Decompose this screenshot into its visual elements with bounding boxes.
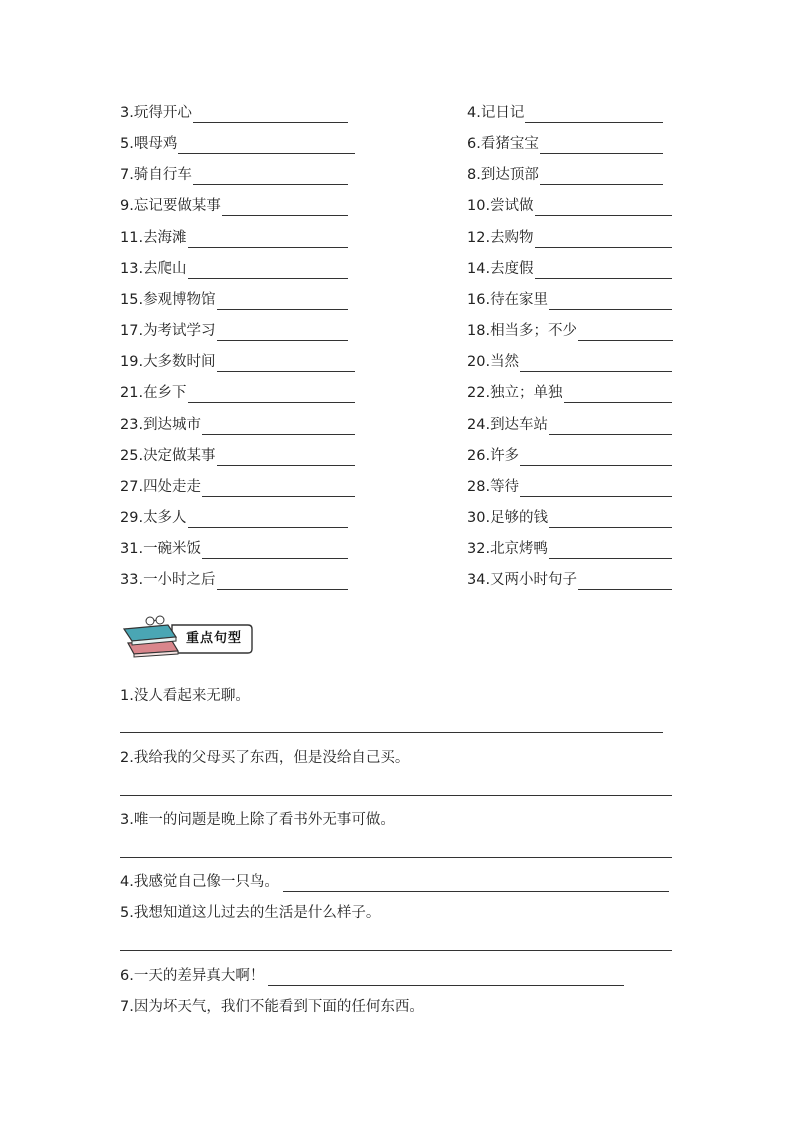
answer-blank[interactable] xyxy=(540,169,663,185)
phrase-item xyxy=(120,132,355,154)
answer-blank[interactable] xyxy=(178,138,355,154)
key-sentence xyxy=(120,872,669,892)
phrase-text: 4. xyxy=(467,105,481,121)
answer-line[interactable] xyxy=(120,950,672,951)
sentence-number: 6. xyxy=(120,968,134,984)
phrase-text: 31. xyxy=(120,541,144,558)
answer-blank[interactable] xyxy=(283,876,669,892)
phrase-text: 10. xyxy=(467,198,491,215)
phrase-item xyxy=(120,413,355,435)
phrase-text: 20. xyxy=(467,354,491,371)
answer-blank[interactable] xyxy=(193,169,348,185)
phrase-chinese: 在乡下 xyxy=(143,385,187,402)
phrase-item xyxy=(467,381,672,403)
phrase-text: 15. xyxy=(120,291,144,308)
phrase-chinese: 等待 xyxy=(490,478,520,495)
phrase-chinese: 一小时之后 xyxy=(143,572,216,589)
phrase-chinese: 到达车站 xyxy=(490,416,549,433)
phrase-chinese: 去购物 xyxy=(490,229,534,246)
answer-blank[interactable] xyxy=(202,419,355,435)
phrase-chinese: 去度假 xyxy=(490,260,534,277)
answer-blank[interactable] xyxy=(268,970,624,986)
answer-blank[interactable] xyxy=(188,263,348,279)
answer-line[interactable] xyxy=(120,732,663,733)
phrase-item xyxy=(467,288,672,310)
phrase-text: 29. xyxy=(120,509,144,526)
phrase-item xyxy=(120,288,348,310)
answer-blank[interactable] xyxy=(520,481,672,497)
phrase-item xyxy=(467,537,672,559)
phrase-item xyxy=(120,226,348,248)
answer-blank[interactable] xyxy=(217,450,355,466)
key-sentence xyxy=(120,686,250,706)
phrase-item xyxy=(120,537,348,559)
phrase-item xyxy=(467,194,672,216)
phrase-text: 34. xyxy=(467,572,491,589)
phrase-chinese: 四处走走 xyxy=(143,478,202,495)
sentence-text: 因为坏天气，我们不能看到下面的任何东西。 xyxy=(133,999,424,1015)
key-sentence xyxy=(120,997,424,1017)
phrase-chinese: 待在家里 xyxy=(490,291,549,308)
sentence-number: 5. xyxy=(120,905,134,921)
phrase-chinese: 许多 xyxy=(490,447,520,464)
phrase-item xyxy=(467,475,672,497)
phrase-chinese: 又两小时句子 xyxy=(490,572,578,589)
phrase-text: 22. xyxy=(467,385,491,402)
phrase-text: 11. xyxy=(120,229,144,246)
phrase-chinese: 到达城市 xyxy=(143,416,202,433)
answer-blank[interactable] xyxy=(520,356,672,372)
answer-blank[interactable] xyxy=(540,138,663,154)
phrase-chinese: 玩得开心 xyxy=(133,105,192,121)
phrase-text: 12. xyxy=(467,229,491,246)
answer-blank[interactable] xyxy=(520,450,672,466)
sentence-text: 唯一的问题是晚上除了看书外无事可做。 xyxy=(133,812,395,828)
phrase-text: 30. xyxy=(467,509,491,526)
answer-blank[interactable] xyxy=(535,200,672,216)
phrase-text: 28. xyxy=(467,478,491,495)
section-badge xyxy=(120,613,254,659)
sentence-number: 1. xyxy=(120,688,134,704)
phrase-item xyxy=(467,568,672,590)
phrase-chinese: 看猪宝宝 xyxy=(480,136,539,153)
phrase-item xyxy=(467,132,663,154)
answer-blank[interactable] xyxy=(217,356,355,372)
sentence-text: 一天的差异真大啊！ xyxy=(133,968,265,984)
phrase-chinese: 骑自行车 xyxy=(133,167,192,184)
answer-blank[interactable] xyxy=(217,325,348,341)
phrase-item xyxy=(467,413,672,435)
phrase-text: 27. xyxy=(120,478,144,495)
phrase-text: 19. xyxy=(120,354,144,371)
phrase-item xyxy=(120,194,348,216)
phrase-text: 5. xyxy=(120,136,134,153)
answer-blank[interactable] xyxy=(202,543,348,559)
phrase-chinese: 相当多；不少 xyxy=(490,323,578,340)
sentence-number: 2. xyxy=(120,750,134,766)
phrase-item xyxy=(120,381,355,403)
phrase-item xyxy=(467,226,672,248)
phrase-text: 32. xyxy=(467,541,491,558)
phrase-item xyxy=(120,444,355,466)
phrase-item xyxy=(120,101,348,123)
phrase-chinese: 尝试做 xyxy=(490,198,534,215)
phrase-chinese: 当然 xyxy=(490,354,520,371)
phrase-text: 26. xyxy=(467,447,491,464)
phrase-item xyxy=(467,444,672,466)
phrase-item xyxy=(467,350,672,372)
answer-blank[interactable] xyxy=(549,419,672,435)
phrase-chinese: 参观博物馆 xyxy=(143,291,216,308)
answer-blank[interactable] xyxy=(188,512,348,528)
phrase-chinese: 独立；单独 xyxy=(490,385,563,402)
phrase-text: 33. xyxy=(120,572,144,589)
phrase-text: 23. xyxy=(120,416,144,433)
answer-line[interactable] xyxy=(120,857,672,858)
answer-blank[interactable] xyxy=(549,294,672,310)
phrase-chinese: 决定做某事 xyxy=(143,447,216,464)
answer-blank[interactable] xyxy=(564,387,672,403)
phrase-text: 7. xyxy=(120,167,134,184)
phrase-chinese: 一碗米饭 xyxy=(143,541,202,558)
phrase-item xyxy=(467,163,663,185)
sentence-number: 3. xyxy=(120,812,134,828)
phrase-text: 14. xyxy=(467,260,491,277)
phrase-item xyxy=(467,101,663,123)
answer-blank[interactable] xyxy=(217,294,348,310)
phrase-chinese: 记日记 xyxy=(480,105,525,121)
answer-blank[interactable] xyxy=(549,543,672,559)
sentence-number: 7. xyxy=(120,999,134,1015)
phrase-chinese: 喂母鸡 xyxy=(133,136,178,153)
answer-blank[interactable] xyxy=(578,325,673,341)
answer-blank[interactable] xyxy=(217,574,348,590)
answer-blank[interactable] xyxy=(188,232,348,248)
answer-blank[interactable] xyxy=(549,512,672,528)
phrase-item xyxy=(120,350,355,372)
phrase-item xyxy=(120,257,348,279)
phrase-text: 8. xyxy=(467,167,481,184)
phrase-chinese: 忘记要做某事 xyxy=(133,198,221,215)
answer-blank[interactable] xyxy=(535,232,672,248)
answer-blank[interactable] xyxy=(578,574,672,590)
phrase-chinese: 为考试学习 xyxy=(143,323,216,340)
answer-line[interactable] xyxy=(120,795,672,796)
key-sentence xyxy=(120,966,624,986)
phrase-text: 25. xyxy=(120,447,144,464)
phrase-item xyxy=(120,319,348,341)
sentence-text: 我想知道这儿过去的生活是什么样子。 xyxy=(133,905,381,921)
answer-blank[interactable] xyxy=(188,387,355,403)
section-title: 重点句型 xyxy=(185,631,242,646)
phrase-chinese: 太多人 xyxy=(143,509,187,526)
phrase-text: 21. xyxy=(120,385,144,402)
answer-blank[interactable] xyxy=(193,107,348,123)
phrase-chinese: 去海滩 xyxy=(143,229,187,246)
phrase-text: 24. xyxy=(467,416,491,433)
answer-blank[interactable] xyxy=(202,481,355,497)
phrase-item xyxy=(120,568,348,590)
phrase-item xyxy=(467,319,673,341)
phrase-item xyxy=(120,163,348,185)
key-sentence xyxy=(120,903,380,923)
phrase-text: 16. xyxy=(467,291,491,308)
phrase-text: 6. xyxy=(467,136,481,153)
phrase-chinese: 到达顶部 xyxy=(480,167,539,184)
phrase-item xyxy=(467,506,672,528)
answer-blank[interactable] xyxy=(525,107,663,123)
phrase-chinese: 大多数时间 xyxy=(143,354,216,371)
key-sentence xyxy=(120,810,395,830)
phrase-item xyxy=(120,506,348,528)
phrase-chinese: 足够的钱 xyxy=(490,509,549,526)
key-sentence xyxy=(120,748,409,768)
answer-blank[interactable] xyxy=(535,263,672,279)
sentence-text: 我感觉自己像一只鸟。 xyxy=(133,874,279,890)
phrase-text: 17. xyxy=(120,323,144,340)
phrase-text: 3. xyxy=(120,105,134,121)
phrase-text: 9. xyxy=(120,198,134,215)
phrase-text: 13. xyxy=(120,260,144,277)
sentence-text: 我给我的父母买了东西，但是没给自己买。 xyxy=(133,750,410,766)
answer-blank[interactable] xyxy=(222,200,348,216)
phrase-chinese: 去爬山 xyxy=(143,260,187,277)
phrase-chinese: 北京烤鸭 xyxy=(490,541,549,558)
phrase-item xyxy=(120,475,355,497)
sentence-text: 没人看起来无聊。 xyxy=(133,688,250,704)
sentence-number: 4. xyxy=(120,874,134,890)
phrase-text: 18. xyxy=(467,323,491,340)
phrase-item xyxy=(467,257,672,279)
